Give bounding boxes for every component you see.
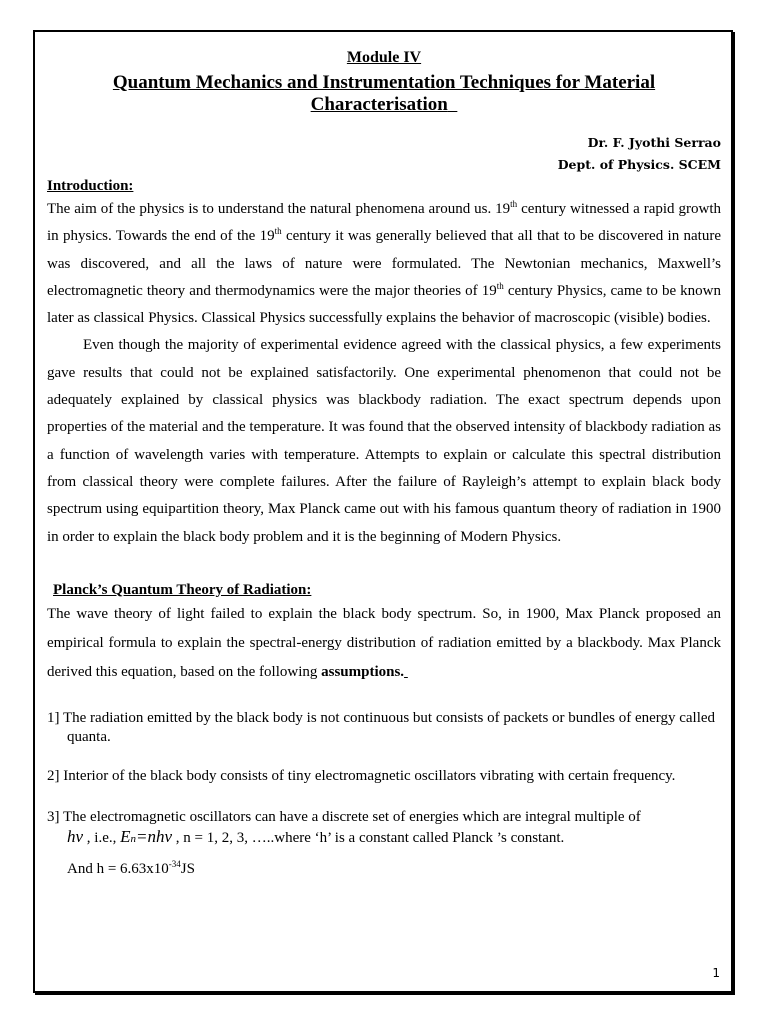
planck-heading: Planck’s Quantum Theory of Radiation: xyxy=(53,581,312,598)
module-label: Module IV xyxy=(346,49,422,66)
title-line-1: Quantum Mechanics and Instrumentation Techniques for Material xyxy=(112,72,656,93)
energy-rhs: =nhν xyxy=(136,826,173,846)
h-unit: JS xyxy=(180,860,195,877)
document-body xyxy=(47,47,721,879)
planck-constant-value xyxy=(67,859,721,879)
intro-text-d: century Physics, came to be known later as classical Physics. Classical Physics successfully explains the behavior of macroscopic (visible) bodies. xyxy=(47,282,721,327)
planck-paragraph xyxy=(47,600,721,687)
intro-text-a: The aim of the physics is to understand the natural phenomena around us. 19 xyxy=(47,201,511,217)
intro-text-b: century witnessed a rapid growth in physics. Towards the end of the 19 xyxy=(47,201,721,245)
title-line-2: Characterisation xyxy=(310,94,448,115)
assumption-1: 1] The radiation emitted by the black body is not continuous but consists of packets or bundles of energy called quanta. xyxy=(47,709,716,745)
intro-text-c: century it was generally believed that all that to be discovered in nature was discovered, and all the laws of nature were formulated. The Newtonian mechanics, Maxwell’s electromagnetic theory and thermodynamics were the major theories of 19 xyxy=(47,228,721,299)
introduction-paragraph-2: Even though the majority of experimental evidence agreed with the classical physics, a few experiments gave results that could not be explained satisfactorily. One experimental phenomenon that could not be adequately explained by classical physics was blackbody radiation. The exact spectrum depends upon properties of the material and the temperature. It was found that the observed intensity of blackbody radiation as a function of wavelength varies with temperature. Attempts to explain or calculate this spectral distribution from classical theory were complete failures. After the failure of Rayleigh’s attempt to explain black body spectrum using equipartition theory, Max Planck came out with his famous quantum theory of radiation in 1900 in order to explain the black body problem and it is the beginning of Modern Physics. xyxy=(47,337,721,545)
energy-symbol: E xyxy=(120,826,131,846)
energy-formula xyxy=(120,827,172,846)
document-title xyxy=(47,72,721,116)
author-name: Dr. F. Jyothi Serrao xyxy=(587,135,721,150)
h-value: And h = 6.63x10 xyxy=(67,860,169,877)
page-number: 1 xyxy=(712,966,720,980)
energy-subscript: n xyxy=(130,832,137,845)
superscript-th: th xyxy=(510,199,518,209)
assumptions-label: assumptions. xyxy=(321,663,405,680)
planck-text: The wave theory of light failed to explain the black body spectrum. So, in 1900, Max Planck proposed an empirical formula to explain the spectral-energy distribution of radiation emitted by a blackbody. Max Planck derived this equation, based on the following xyxy=(47,605,721,680)
assumption-3: 3] The electromagnetic oscillators can have a discrete set of energies which are integral multiple of xyxy=(47,808,641,825)
author-department: Dept. of Physics. SCEM xyxy=(557,157,721,172)
planck-constant-text: , n = 1, 2, 3, …..where ‘h’ is a constant called Planck ’s constant. xyxy=(172,829,565,846)
h-exponent: -34 xyxy=(168,858,181,869)
ie-text: , i.e., xyxy=(83,829,121,846)
h-nu-symbol: hν xyxy=(67,826,84,846)
superscript-th: th xyxy=(274,226,282,237)
assumption-2: 2] Interior of the black body consists of tiny electromagnetic oscillators vibrating with certain frequency. xyxy=(47,767,676,784)
introduction-paragraph-1 xyxy=(47,196,721,332)
energy-formula-line xyxy=(47,827,721,849)
superscript-th: th xyxy=(496,280,504,291)
introduction-heading: Introduction: xyxy=(47,178,134,194)
